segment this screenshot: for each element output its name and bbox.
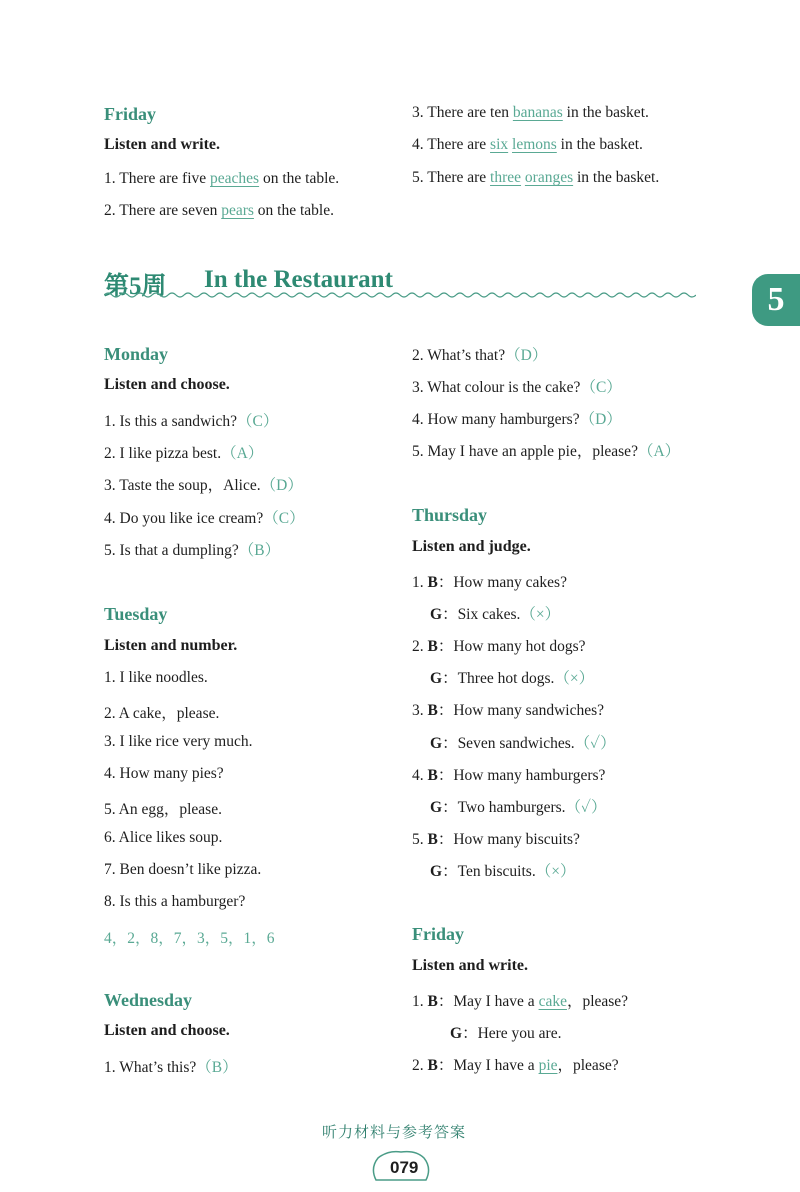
tuesday-item-2: 2. A cake，please. <box>104 705 220 722</box>
answer: （✓） <box>574 735 616 752</box>
friday-top-line-1: 1. There are five peaches on the table. <box>104 170 340 187</box>
friday-bottom-line-1: 1. B：May I have a cake，please? <box>412 993 629 1010</box>
answer-blank: lemons <box>512 136 557 153</box>
friday-top-line-4: 4. There are six lemons in the basket. <box>412 136 643 153</box>
answer: （×） <box>520 606 561 623</box>
answer: （✓） <box>565 799 607 816</box>
monday-item-4: 4. Do you like ice cream?（C） <box>104 510 305 527</box>
answer: （C） <box>263 510 305 527</box>
answer: （B） <box>238 542 281 559</box>
thursday-item-3-girl: G：Seven sandwiches.（✓） <box>430 735 616 752</box>
thursday-item-3-boy: 3. B：How many sandwiches? <box>412 702 604 719</box>
thursday-item-2-girl: G：Three hot dogs.（×） <box>430 670 595 687</box>
thursday-item-5-girl: G：Ten biscuits.（×） <box>430 863 576 880</box>
answer-blank: three <box>490 169 522 186</box>
tuesday-answer: 4，2，8，7，3，5，1，6 <box>104 930 275 947</box>
thursday-item-4-boy: 4. B：How many hamburgers? <box>412 767 606 784</box>
answer: （C） <box>580 379 622 396</box>
tuesday-item-7: 7. Ben doesn’t like pizza. <box>104 861 262 878</box>
answer-blank: bananas <box>512 104 563 121</box>
wavy-divider <box>104 290 696 300</box>
friday-bottom-reply: G：Here you are. <box>450 1025 562 1042</box>
wednesday-item-3: 3. What colour is the cake?（C） <box>412 379 622 396</box>
answer: （×） <box>554 670 595 687</box>
answer-blank: peaches <box>210 170 260 187</box>
monday-item-1: 1. Is this a sandwich?（C） <box>104 413 279 430</box>
instruction-monday: Listen and choose. <box>104 376 230 393</box>
answer: （D） <box>260 477 303 494</box>
answer: （A） <box>637 443 681 460</box>
friday-top-line-5: 5. There are three oranges in the basket. <box>412 169 660 186</box>
answer-blank: pie <box>538 1057 558 1074</box>
tuesday-item-4: 4. How many pies? <box>104 765 224 782</box>
chapter-tab <box>752 274 800 326</box>
wednesday-item-1: 1. What’s this?（B） <box>104 1059 238 1076</box>
answer-blank: oranges <box>524 169 574 186</box>
wednesday-item-5: 5. May I have an apple pie，please?（A） <box>412 443 681 460</box>
monday-item-3: 3. Taste the soup，Alice.（D） <box>104 477 303 494</box>
answer: （D） <box>579 411 622 428</box>
day-heading-friday-bottom: Friday <box>412 924 464 944</box>
day-heading-thursday: Thursday <box>412 505 488 525</box>
answer: （A） <box>221 445 264 462</box>
chapter-tab-number: 5 <box>767 281 785 318</box>
chapter-title: In the Restaurant <box>204 266 393 293</box>
page-number: 079 <box>390 1158 419 1177</box>
chapter-week: 第5周 <box>104 273 167 300</box>
tuesday-item-8: 8. Is this a hamburger? <box>104 893 246 910</box>
thursday-item-2-boy: 2. B：How many hot dogs? <box>412 638 586 655</box>
answer-blank: cake <box>538 993 567 1010</box>
day-heading-wednesday: Wednesday <box>104 990 193 1010</box>
wednesday-item-2: 2. What’s that?（D） <box>412 347 548 364</box>
answer-blank: six <box>490 136 509 153</box>
tuesday-item-3: 3. I like rice very much. <box>104 733 253 750</box>
instruction-thursday: Listen and judge. <box>412 538 531 555</box>
tuesday-item-1: 1. I like noodles. <box>104 669 208 686</box>
day-heading-friday-top: Friday <box>104 104 156 124</box>
friday-bottom-line-2: 2. B：May I have a pie，please? <box>412 1057 619 1074</box>
thursday-item-4-girl: G：Two hamburgers.（✓） <box>430 799 607 816</box>
day-heading-tuesday: Tuesday <box>104 604 168 624</box>
answer-blank: pears <box>221 202 254 219</box>
thursday-item-1-boy: 1. B：How many cakes? <box>412 574 567 591</box>
instruction-wednesday: Listen and choose. <box>104 1022 230 1039</box>
friday-top-line-2: 2. There are seven pears on the table. <box>104 202 334 219</box>
monday-item-5: 5. Is that a dumpling?（B） <box>104 542 281 559</box>
answer: （×） <box>535 863 576 880</box>
instruction-friday-top: Listen and write. <box>104 136 220 153</box>
tuesday-item-5: 5. An egg，please. <box>104 801 222 818</box>
wednesday-item-4: 4. How many hamburgers?（D） <box>412 411 622 428</box>
thursday-item-5-boy: 5. B：How many biscuits? <box>412 831 580 848</box>
instruction-tuesday: Listen and number. <box>104 637 238 654</box>
monday-item-2: 2. I like pizza best.（A） <box>104 445 264 462</box>
instruction-friday-bottom: Listen and write. <box>412 957 528 974</box>
footer-caption: 听力材料与参考答案 <box>322 1125 467 1141</box>
answer: （C） <box>237 413 279 430</box>
answer: （B） <box>196 1059 238 1076</box>
friday-top-line-3: 3. There are ten bananas in the basket. <box>412 104 649 121</box>
tuesday-item-6: 6. Alice likes soup. <box>104 829 223 846</box>
thursday-item-1-girl: G：Six cakes.（×） <box>430 606 561 623</box>
day-heading-monday: Monday <box>104 344 169 364</box>
answer: （D） <box>505 347 548 364</box>
